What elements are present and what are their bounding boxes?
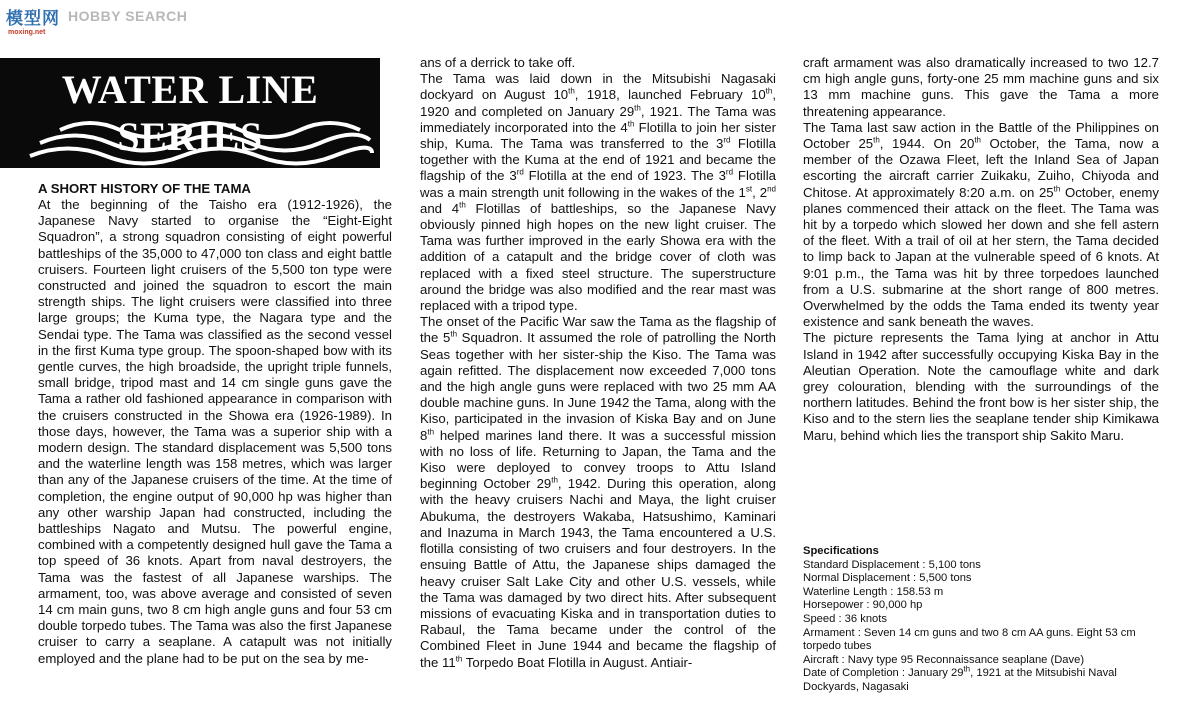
article-column-2 xyxy=(420,55,776,671)
article-column-1 xyxy=(38,181,392,667)
article-paragraph: The Tama last saw action in the Battle of the Philippines on October 25th, 1944. On 20th October, the Tama, now a member of the Ozawa Fleet, left the Inland Sea of Japan escorting the aircraft carrier Zuikaku, Zuiho, Chiyoda and Chitose. At approximately 8:20 a.m. on 25th October, enemy planes commenced their attack on the fleet. The Tama was hit by a torpedo which slowed her down and she fell astern of the fleet. With a trail of oil at her stern, the Tama decided to limp back to Japan at the vulnerable speed of 6 knots. At 9:01 p.m., the Tama was hit by three torpedoes launched from a U.S. submarine at the short range of 800 metres. Overwhelmed by the odds the Tama ended its twenty year existence and sank beneath the waves. xyxy=(803,119,1160,330)
spec-item: Date of Completion : January 29th, 1921 at the Mitsubishi Naval Dockyards, Nagasaki xyxy=(803,664,1117,693)
article-paragraph: ans of a derrick to take off. xyxy=(420,55,576,70)
watermark-search-text: HOBBY SEARCH xyxy=(68,8,188,24)
spec-item: Horsepower : 90,000 hp xyxy=(803,599,923,612)
specifications xyxy=(803,545,1163,695)
spec-item: Waterline Length : 158.53 m xyxy=(803,585,944,598)
watermark-logo-text: 模型网 xyxy=(6,9,60,28)
spec-item: Standard Displacement : 5,100 tons xyxy=(803,558,981,571)
specifications-title: Specifications xyxy=(803,545,879,557)
spec-item: Aircraft : Navy type 95 Reconnaissance seaplane (Dave) xyxy=(803,653,1085,666)
spec-item: Speed : 36 knots xyxy=(803,612,887,625)
banner-title: WATER LINE SERIES xyxy=(61,67,319,159)
watermark-domain: moxing.net xyxy=(8,29,46,36)
article-paragraph: The onset of the Pacific War saw the Tama as the flagship of the 5th Squadron. It assumed the role of patrolling the North Seas together with her sister-ship the Kiso. The Tama was again refitted. The displacement now exceeded 7,000 tons and the high angle guns were replaced with two 25 mm AA double machine guns. In June 1942 the Tama, along with the Kiso, participated in the invasion of Kiska Bay and on June 8th helped marines land there. It was a successful mission with no loss of life. Returning to Japan, the Tama and the Kiso were deployed to convey troops to Attu Island beginning October 29th, 1942. During this operation, along with the heavy cruisers Nachi and Maya, the light cruiser Abukuma, the destroyers Wakaba, Hatsushimo, Kaminari and Inazuma in March 1943, the Tama encountered a U.S. flotilla consisting of two cruisers and four destroyers. In the ensuing Battle of Attu, the Japanese ships damaged the heavy cruiser Salt Lake City and other U.S. vessels, while the Tama was damaged by two direct hits. After subsequent missions of evacuating Kiska and in transportation duties to Rabaul, the Tama became under the control of the Combined Fleet in June 1944 and became the flagship of the 11th Torpedo Boat Flotilla in August. Antiair- xyxy=(420,314,777,670)
watermark-logo xyxy=(4,4,66,38)
spec-item: Normal Displacement : 5,500 tons xyxy=(803,572,972,585)
article-paragraph: craft armament was also dramatically increased to two 12.7 cm high angle guns, forty-one 25 mm machine guns and six 13 mm machine guns. This gave the Tama a more threatening appearance. xyxy=(803,55,1159,119)
article-heading: A SHORT HISTORY OF THE TAMA xyxy=(38,181,251,196)
article-paragraph: The Tama was laid down in the Mitsubishi Nagasaki dockyard on August 10th, 1918, launched February 10th, 1920 and completed on January 29th, 1921. The Tama was immediately incorporated into the 4th Flotilla to join her sister ship, Kuma. The Tama was transferred to the 3rd Flotilla together with the Kuma at the end of 1921 and became the flagship of the 3rd Flotilla at the end of 1923. The 3rd Flotilla was a main strength unit following in the wakes of the 1st, 2nd and 4th Flotillas of battleships, so the Japanese Navy obviously pinned high hopes on the new light cruiser. The Tama was further improved in the early Showa era with the addition of a catapult and the bridge cover of cloth was replaced with a fixed steel structure. The superstructure around the bridge was also modified and the rear mast was replaced with a tripod type. xyxy=(420,71,777,314)
article-paragraph: The picture represents the Tama lying at anchor in Attu Island in 1942 after successfully occupying Kiska Bay in the Aleutian Operation. Note the camouflage white and dark grey colouration, blending with the surroundings of the northern latitudes. Behind the front bow is her sister ship, the Kiso and to the stern lies the seaplane tender ship Kimikawa Maru, behind which lies the transport ship Sakito Maru. xyxy=(803,330,1159,443)
watermark xyxy=(4,4,187,38)
wave-icon xyxy=(0,58,380,168)
series-banner xyxy=(0,58,380,168)
spec-item: Armament : Seven 14 cm guns and two 8 cm AA guns. Eight 53 cm torpedo tubes xyxy=(803,626,1136,653)
article-column-3 xyxy=(803,55,1159,444)
article-paragraph: At the beginning of the Taisho era (1912-1926), the Japanese Navy started to organise the “Eight-Eight Squadron”, a strong squadron consisting of eight powerful battleships of the 35,000 to 47,000 ton class and eight battle cruisers. Fourteen light cruisers of the 5,500 ton type were constructed and joined the squadron to escort the main strength ships. The light cruisers were classified into three large groups; the Kuma type, the Nagara type and the Sendai type. The Tama was classified as the second vessel in the first Kuma type group. The spoon-shaped bow with its gentle curves, the high broadside, the upright triple funnels, small bridge, tripod mast and 14 cm single guns gave the Tama a rather old fashioned appearance in comparison with the cruisers constructed in the Showa era (1926-1989). In those days, however, the Tama was a superior ship with a modern design. The standard displacement was 5,500 tons and the waterline length was 158 metres, which was larger than any of the Japanese cruisers of the time. At the time of completion, the engine output of 90,000 hp was higher than any other warship Japan had constructed, including the battleships Nagato and Mutsu. The powerful engine, combined with a competently designed hull gave the Tama a top speed of 36 knots. Apart from naval destroyers, the Tama was the fastest of all Japanese warships. The armament, too, was above average and consisted of seven 14 cm main guns, two 8 cm high angle guns and four 53 cm double torpedo tubes. The Tama was also the first Japanese cruiser to carry a seaplane. A catapult was not initially employed and the plane had to be put on the sea by me- xyxy=(38,197,392,666)
